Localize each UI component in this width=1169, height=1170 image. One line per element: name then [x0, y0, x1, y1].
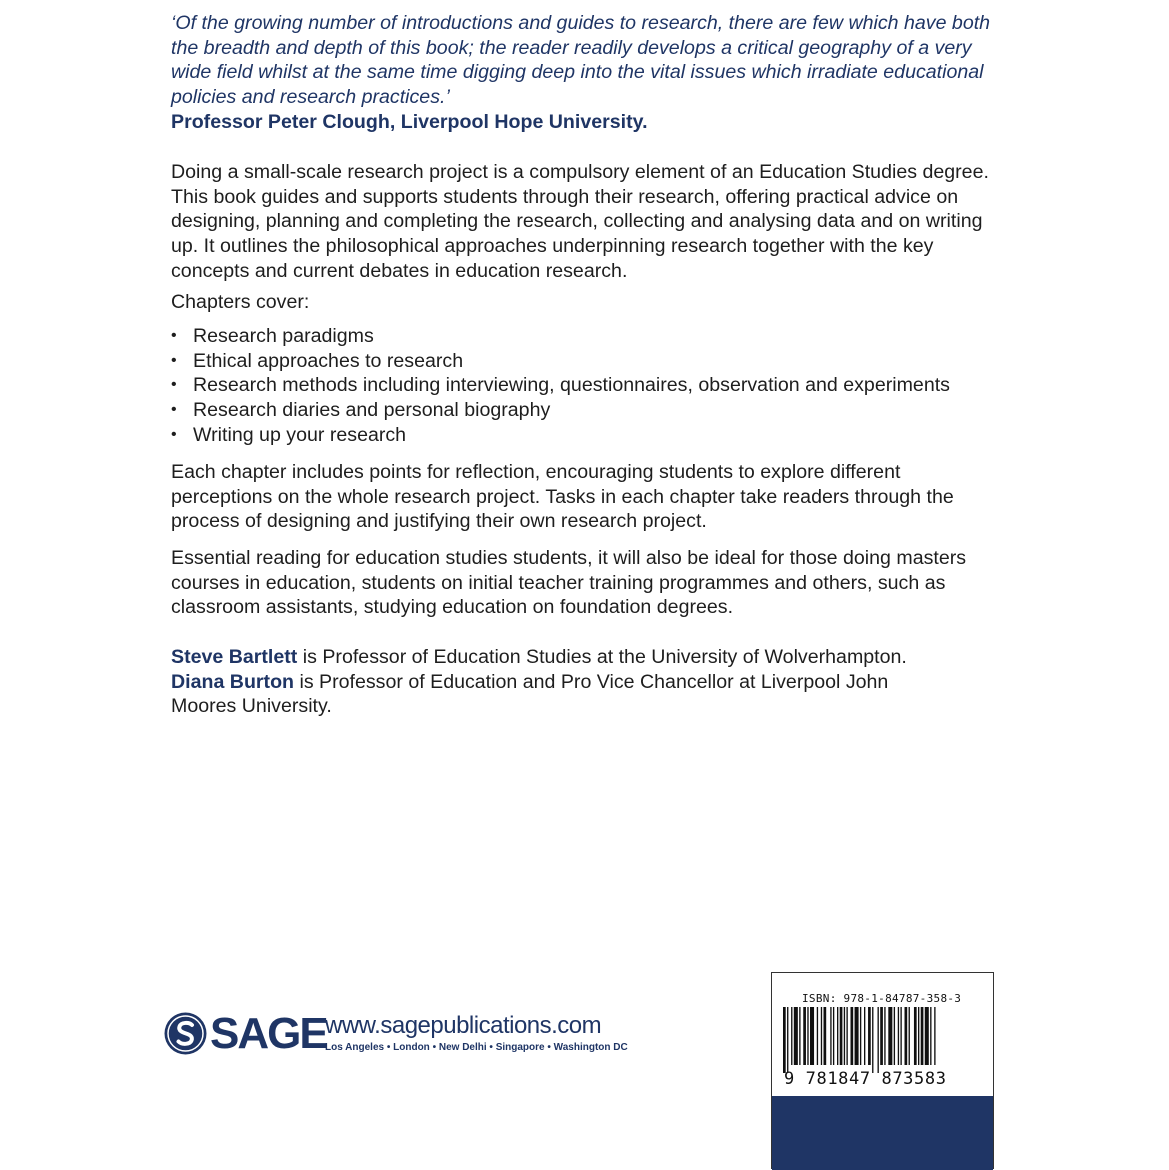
- description-paragraph-2: Each chapter includes points for reflection, encouraging students to explore different perceptions on the whole research project. Tasks in each chapter take readers through the process of designing and justifying their own research project.: [171, 461, 954, 533]
- barcode-bar: [844, 1007, 845, 1065]
- quote-text: ‘Of the growing number of introductions and guides to research, there are few which have both the breadth and depth of this book; the reader readily develops a critical geography of a very wide field whilst at the same time digging deep into the vital issues which irradiate educational policies and research practices.’: [171, 12, 991, 109]
- barcode-bar: [817, 1007, 818, 1065]
- barcode-bar: [783, 1007, 786, 1073]
- endorsement-quote: [171, 11, 1001, 135]
- barcode-bar: [824, 1007, 827, 1065]
- author-bio: [171, 645, 1001, 670]
- barcode-icon: [779, 1007, 987, 1073]
- barcode-bar: [794, 1007, 798, 1065]
- color-band: [772, 1096, 993, 1170]
- barcode-bar: [830, 1007, 831, 1065]
- barcode-bar: [810, 1007, 814, 1065]
- barcode-bar: [888, 1007, 892, 1065]
- barcode-bar: [851, 1007, 854, 1065]
- barcode-bar: [905, 1007, 908, 1065]
- barcode-bar: [860, 1007, 861, 1065]
- list-item: • Writing up your research: [171, 423, 950, 448]
- barcode-bar: [898, 1007, 899, 1065]
- chapters-list: [171, 324, 950, 448]
- author-name: Diana Burton: [171, 670, 295, 693]
- publisher-cities: Los Angeles • London • New Delhi • Singapore • Washington DC: [325, 1042, 628, 1053]
- barcode-bar: [878, 1007, 879, 1073]
- sage-wordmark: SAGE: [210, 1009, 327, 1058]
- barcode-bar: [914, 1007, 917, 1065]
- barcode-bar: [925, 1007, 929, 1065]
- description-paragraph-1: Doing a small-scale research project is a compulsory element of an Education Studies degree. This book guides and supports students through their research, offering practical advice on designing, planning and completing the research, collecting and analysing data and on writing up. It outlines the philosophical approaches underpinning research together with the key concepts and current debates in education research.: [171, 161, 989, 282]
- barcode-bar: [900, 1007, 901, 1065]
- isbn-label: ISBN: 978-1-84787-358-3: [802, 992, 962, 1005]
- barcode-bar: [787, 1007, 788, 1073]
- barcode-bar: [872, 1007, 873, 1073]
- description-paragraph-3: Essential reading for education studies students, it will also be ideal for those doing masters courses in education, students on initial teacher training programmes and others, such as classroom assistants, studying education on foundation degrees.: [171, 547, 967, 619]
- author-name: Steve Bartlett: [171, 646, 298, 668]
- author-description: is Professor of Education Studies at the University of Wolverhampton.: [297, 646, 907, 668]
- publisher-url: www.sagepublications.com: [325, 1012, 602, 1039]
- barcode-bar: [791, 1007, 792, 1065]
- list-item: • Research diaries and personal biography: [171, 398, 950, 423]
- list-item: • Ethical approaches to research: [171, 349, 950, 374]
- barcode-bar: [840, 1007, 843, 1065]
- barcode-bar: [833, 1007, 834, 1065]
- chapters-heading: Chapters cover:: [171, 291, 310, 313]
- barcode-bar: [855, 1007, 859, 1065]
- quote-attribution: Professor Peter Clough, Liverpool Hope University.: [171, 110, 648, 133]
- barcode-bar: [868, 1007, 871, 1065]
- barcode-bar: [930, 1007, 931, 1065]
- barcode-bar: [909, 1007, 910, 1065]
- barcode-bar: [934, 1007, 935, 1065]
- author-bios: [171, 645, 1001, 719]
- barcode-digits: 9 781847 873583: [784, 1069, 947, 1089]
- barcode-bar: [864, 1007, 865, 1065]
- barcode-bar: [807, 1007, 808, 1065]
- sage-logo: [163, 1011, 327, 1056]
- author-description: is Professor of Education and Pro Vice Chancellor at Liverpool John Moores University.: [171, 670, 889, 718]
- barcode-bar: [884, 1007, 885, 1065]
- publisher-info: [325, 1013, 628, 1055]
- barcode-bar: [837, 1007, 838, 1065]
- sage-s-icon: [163, 1011, 208, 1056]
- barcode-bar: [894, 1007, 895, 1065]
- barcode-bar: [821, 1007, 822, 1065]
- barcode-bar: [803, 1007, 806, 1065]
- list-item: • Research paradigms: [171, 324, 950, 349]
- barcode-bar: [880, 1007, 883, 1065]
- barcode-bar: [799, 1007, 800, 1065]
- author-bio: [171, 670, 891, 719]
- barcode-bar: [846, 1007, 847, 1065]
- barcode-bar: [918, 1007, 919, 1065]
- barcode-bar: [921, 1007, 924, 1065]
- isbn-barcode-box: [771, 972, 994, 1169]
- list-item: • Research methods including interviewing, questionnaires, observation and experiments: [171, 373, 950, 398]
